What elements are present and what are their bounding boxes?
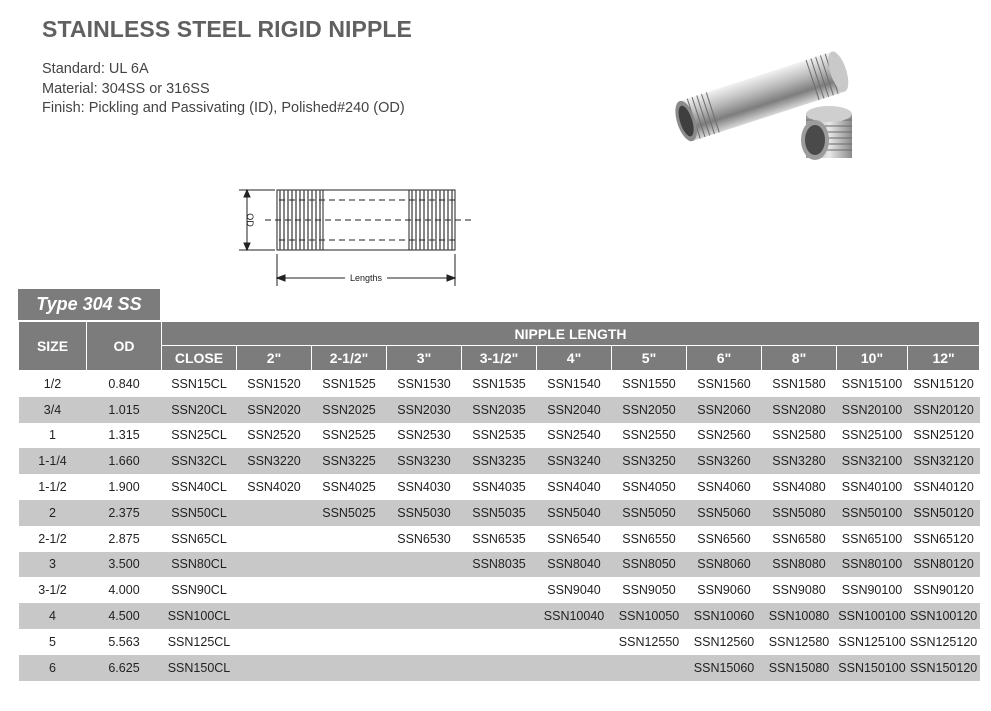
part-number-cell: SSN1520 <box>237 371 312 397</box>
size-cell: 6 <box>19 655 87 681</box>
part-number-cell: SSN8060 <box>687 552 762 578</box>
table-row <box>19 371 980 397</box>
od-cell: 3.500 <box>87 552 162 578</box>
part-number-cell: SSN125CL <box>162 629 237 655</box>
od-dimension-label: OD <box>245 213 255 227</box>
length-header-4: 4" <box>537 346 612 371</box>
part-number-cell: SSN3280 <box>762 448 837 474</box>
part-number-cell: SSN8050 <box>612 552 687 578</box>
size-cell: 2-1/2 <box>19 526 87 552</box>
table-row <box>19 423 980 449</box>
part-number-cell <box>537 629 612 655</box>
table-row <box>19 603 980 629</box>
part-number-cell: SSN8040 <box>537 552 612 578</box>
part-number-cell: SSN6560 <box>687 526 762 552</box>
part-number-cell <box>387 603 462 629</box>
part-number-cell: SSN80100 <box>837 552 908 578</box>
part-number-cell: SSN32120 <box>908 448 980 474</box>
part-number-cell: SSN2520 <box>237 423 312 449</box>
part-number-cell: SSN4035 <box>462 474 537 500</box>
part-number-cell: SSN1560 <box>687 371 762 397</box>
spec-standard: Standard: UL 6A <box>42 61 149 77</box>
product-photo <box>660 36 890 176</box>
part-number-cell: SSN32100 <box>837 448 908 474</box>
part-number-cell <box>387 655 462 681</box>
part-number-cell <box>387 552 462 578</box>
size-cell: 5 <box>19 629 87 655</box>
part-number-cell: SSN50100 <box>837 500 908 526</box>
part-number-cell: SSN4060 <box>687 474 762 500</box>
length-header-3: 3" <box>387 346 462 371</box>
part-number-cell: SSN100120 <box>908 603 980 629</box>
part-number-cell: SSN15060 <box>687 655 762 681</box>
part-number-cell <box>237 655 312 681</box>
part-number-cell: SSN2060 <box>687 397 762 423</box>
size-cell: 1 <box>19 423 87 449</box>
part-number-cell: SSN2080 <box>762 397 837 423</box>
od-cell: 1.315 <box>87 423 162 449</box>
part-number-cell: SSN10080 <box>762 603 837 629</box>
part-number-cell: SSN10050 <box>612 603 687 629</box>
length-header-3-1-2: 3-1/2" <box>462 346 537 371</box>
od-cell: 1.015 <box>87 397 162 423</box>
part-number-cell: SSN8080 <box>762 552 837 578</box>
part-number-cell <box>462 603 537 629</box>
size-cell: 3/4 <box>19 397 87 423</box>
part-number-cell <box>237 500 312 526</box>
part-number-cell: SSN20CL <box>162 397 237 423</box>
part-number-cell <box>462 577 537 603</box>
part-number-cell <box>312 526 387 552</box>
part-number-cell: SSN12560 <box>687 629 762 655</box>
part-number-cell: SSN2540 <box>537 423 612 449</box>
part-number-cell: SSN3230 <box>387 448 462 474</box>
part-number-cell: SSN2040 <box>537 397 612 423</box>
part-number-cell <box>237 629 312 655</box>
table-row <box>19 629 980 655</box>
part-number-cell: SSN25100 <box>837 423 908 449</box>
size-cell: 4 <box>19 603 87 629</box>
od-cell: 4.500 <box>87 603 162 629</box>
page-title: STAINLESS STEEL RIGID NIPPLE <box>42 16 413 42</box>
spec-material: Material: 304SS or 316SS <box>42 80 210 97</box>
size-cell: 1/2 <box>19 371 87 397</box>
length-dimension-label: Lengths <box>349 273 383 283</box>
table-row <box>19 397 980 423</box>
part-number-cell: SSN3260 <box>687 448 762 474</box>
part-number-cell: SSN3240 <box>537 448 612 474</box>
od-cell: 1.660 <box>87 448 162 474</box>
nipple-table <box>18 321 980 681</box>
table-row <box>19 526 980 552</box>
part-number-cell <box>237 577 312 603</box>
part-number-cell: SSN65100 <box>837 526 908 552</box>
part-number-cell: SSN125120 <box>908 629 980 655</box>
part-number-cell: SSN40120 <box>908 474 980 500</box>
part-number-cell: SSN2035 <box>462 397 537 423</box>
part-number-cell: SSN6535 <box>462 526 537 552</box>
od-cell: 2.875 <box>87 526 162 552</box>
length-header-6: 6" <box>687 346 762 371</box>
part-number-cell: SSN1535 <box>462 371 537 397</box>
part-number-cell: SSN4025 <box>312 474 387 500</box>
table-row <box>19 474 980 500</box>
part-number-cell: SSN1580 <box>762 371 837 397</box>
part-number-cell <box>612 655 687 681</box>
part-number-cell: SSN9060 <box>687 577 762 603</box>
part-number-cell: SSN12580 <box>762 629 837 655</box>
length-header-close: CLOSE <box>162 346 237 371</box>
table-row <box>19 577 980 603</box>
part-number-cell: SSN5025 <box>312 500 387 526</box>
part-number-cell: SSN40CL <box>162 474 237 500</box>
part-number-cell: SSN50120 <box>908 500 980 526</box>
part-number-cell: SSN10040 <box>537 603 612 629</box>
part-number-cell: SSN1525 <box>312 371 387 397</box>
part-number-cell: SSN2535 <box>462 423 537 449</box>
part-number-cell: SSN150100 <box>837 655 908 681</box>
part-number-cell: SSN9040 <box>537 577 612 603</box>
length-header-2: 2" <box>237 346 312 371</box>
size-cell: 3-1/2 <box>19 577 87 603</box>
part-number-cell: SSN5030 <box>387 500 462 526</box>
part-number-cell: SSN90100 <box>837 577 908 603</box>
part-number-cell: SSN3225 <box>312 448 387 474</box>
part-number-cell: SSN4020 <box>237 474 312 500</box>
part-number-cell: SSN2050 <box>612 397 687 423</box>
part-number-cell: SSN15120 <box>908 371 980 397</box>
part-number-cell: SSN4050 <box>612 474 687 500</box>
part-number-cell <box>537 655 612 681</box>
size-cell: 2 <box>19 500 87 526</box>
part-number-cell: SSN2580 <box>762 423 837 449</box>
part-number-cell: SSN90120 <box>908 577 980 603</box>
part-number-cell <box>312 629 387 655</box>
od-cell: 6.625 <box>87 655 162 681</box>
part-number-cell: SSN50CL <box>162 500 237 526</box>
part-number-cell <box>237 526 312 552</box>
size-cell: 3 <box>19 552 87 578</box>
nipple-length-header: NIPPLE LENGTH <box>162 322 980 346</box>
part-number-cell <box>312 577 387 603</box>
part-number-cell: SSN10060 <box>687 603 762 629</box>
table-body <box>19 371 980 681</box>
part-number-cell: SSN6580 <box>762 526 837 552</box>
part-number-cell: SSN2030 <box>387 397 462 423</box>
part-number-cell: SSN2530 <box>387 423 462 449</box>
part-number-cell: SSN100100 <box>837 603 908 629</box>
part-number-cell: SSN80120 <box>908 552 980 578</box>
od-cell: 2.375 <box>87 500 162 526</box>
part-number-cell: SSN25CL <box>162 423 237 449</box>
part-number-cell: SSN65CL <box>162 526 237 552</box>
size-cell: 1-1/2 <box>19 474 87 500</box>
nipple-drawing <box>235 182 475 290</box>
part-number-cell: SSN9080 <box>762 577 837 603</box>
part-number-cell <box>312 552 387 578</box>
part-number-cell: SSN1550 <box>612 371 687 397</box>
part-number-cell: SSN4080 <box>762 474 837 500</box>
part-number-cell: SSN100CL <box>162 603 237 629</box>
spec-finish: Finish: Pickling and Passivating (ID), Polished#240 (OD) <box>42 100 405 116</box>
part-number-cell: SSN40100 <box>837 474 908 500</box>
part-number-cell: SSN90CL <box>162 577 237 603</box>
type-label: Type 304 SS <box>18 289 160 320</box>
part-number-cell: SSN3235 <box>462 448 537 474</box>
length-header-5: 5" <box>612 346 687 371</box>
size-header: SIZE <box>19 322 87 371</box>
part-number-cell: SSN65120 <box>908 526 980 552</box>
part-number-cell: SSN2020 <box>237 397 312 423</box>
od-header: OD <box>87 322 162 371</box>
part-number-cell: SSN125100 <box>837 629 908 655</box>
part-number-cell: SSN4030 <box>387 474 462 500</box>
part-number-cell: SSN20100 <box>837 397 908 423</box>
part-number-cell: SSN15100 <box>837 371 908 397</box>
part-number-cell <box>387 577 462 603</box>
part-number-cell <box>237 552 312 578</box>
part-number-cell: SSN2550 <box>612 423 687 449</box>
part-number-cell: SSN2525 <box>312 423 387 449</box>
part-number-cell: SSN32CL <box>162 448 237 474</box>
od-cell: 5.563 <box>87 629 162 655</box>
od-cell: 0.840 <box>87 371 162 397</box>
part-number-cell: SSN2025 <box>312 397 387 423</box>
part-number-cell: SSN150CL <box>162 655 237 681</box>
od-cell: 1.900 <box>87 474 162 500</box>
part-number-cell: SSN9050 <box>612 577 687 603</box>
part-number-cell: SSN3220 <box>237 448 312 474</box>
part-number-cell: SSN6540 <box>537 526 612 552</box>
table-row <box>19 552 980 578</box>
part-number-cell <box>312 655 387 681</box>
od-cell: 4.000 <box>87 577 162 603</box>
length-header-10: 10" <box>837 346 908 371</box>
part-number-cell: SSN15080 <box>762 655 837 681</box>
part-number-cell <box>462 629 537 655</box>
length-header-8: 8" <box>762 346 837 371</box>
part-number-cell: SSN6530 <box>387 526 462 552</box>
part-number-cell: SSN8035 <box>462 552 537 578</box>
part-number-cell: SSN2560 <box>687 423 762 449</box>
part-number-cell: SSN5035 <box>462 500 537 526</box>
table-row <box>19 500 980 526</box>
part-number-cell: SSN80CL <box>162 552 237 578</box>
table-row <box>19 448 980 474</box>
spec-list <box>42 60 405 119</box>
part-number-cell: SSN1530 <box>387 371 462 397</box>
part-number-cell: SSN15CL <box>162 371 237 397</box>
part-number-cell <box>387 629 462 655</box>
part-number-cell: SSN3250 <box>612 448 687 474</box>
part-number-cell <box>462 655 537 681</box>
part-number-cell: SSN6550 <box>612 526 687 552</box>
part-number-cell: SSN5080 <box>762 500 837 526</box>
part-number-cell: SSN1540 <box>537 371 612 397</box>
length-header-12: 12" <box>908 346 980 371</box>
table-row <box>19 655 980 681</box>
part-number-cell: SSN25120 <box>908 423 980 449</box>
part-number-cell: SSN4040 <box>537 474 612 500</box>
part-number-cell <box>312 603 387 629</box>
part-number-cell: SSN5040 <box>537 500 612 526</box>
part-number-cell: SSN5050 <box>612 500 687 526</box>
part-number-cell: SSN12550 <box>612 629 687 655</box>
part-number-cell: SSN5060 <box>687 500 762 526</box>
length-header-2-1-2: 2-1/2" <box>312 346 387 371</box>
size-cell: 1-1/4 <box>19 448 87 474</box>
part-number-cell: SSN20120 <box>908 397 980 423</box>
part-number-cell: SSN150120 <box>908 655 980 681</box>
part-number-cell <box>237 603 312 629</box>
